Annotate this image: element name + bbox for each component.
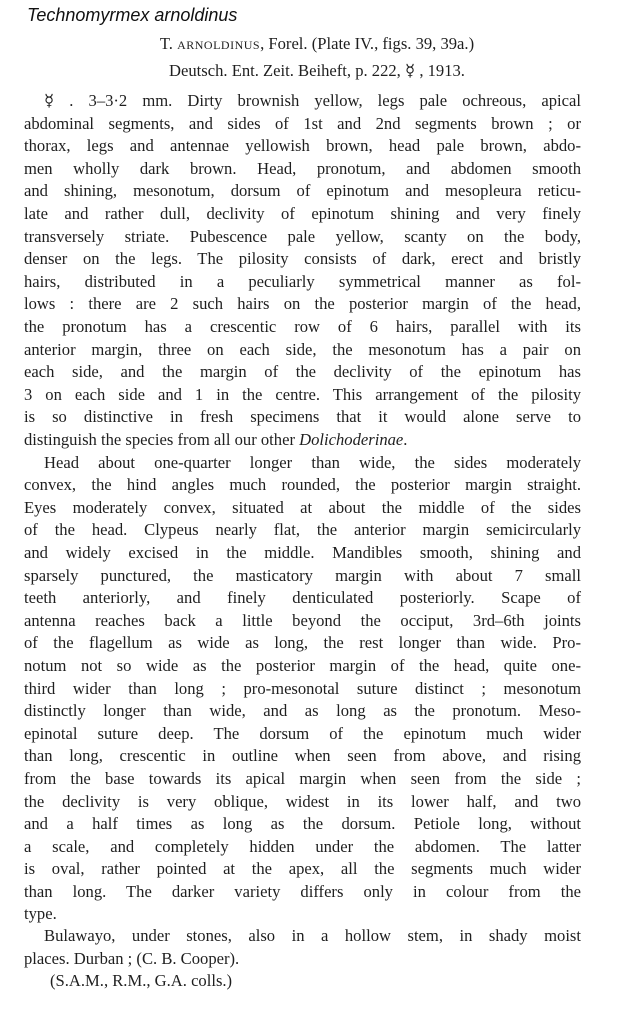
text-line: each side, and the margin of the declivity of the epinotum has	[24, 362, 581, 382]
text-line: a scale, and completely hidden under the abdomen. The latter	[24, 836, 581, 856]
text-line: hairs, distributed in a peculiarly symmetrical manner as fol-	[24, 271, 581, 291]
text-line: of the head. Clypeus nearly flat, the anterior margin semicircularly	[24, 520, 581, 540]
text-line: sparsely punctured, the masticatory margin with about 7 small	[24, 565, 581, 585]
text-line: anterior margin, three on each side, the mesonotum has a pair on	[24, 339, 581, 359]
citation-line	[0, 33, 634, 55]
species-name: arnoldinus	[177, 34, 261, 53]
text-line: and a half times as long as the dorsum. Petiole long, without	[24, 814, 581, 834]
text-line: abdominal segments, and sides of 1st and 2nd segments brown ; or	[24, 113, 581, 133]
description-paragraph-2	[24, 452, 581, 926]
text-line: thorax, legs and antennae yellowish brown, head pale brown, abdo-	[24, 136, 581, 156]
text-line: 3 on each side and 1 in the centre. This arrangement of the pilosity	[24, 384, 581, 404]
collections-line: (S.A.M., R.M., G.A. colls.)	[50, 971, 233, 991]
citation-prefix: T.	[159, 34, 173, 53]
text-line: the pronotum has a crescentic row of 6 hairs, parallel with its	[24, 316, 581, 336]
text-line: Bulawayo, under stones, also in a hollow stem, in shady moist	[44, 926, 581, 945]
text-line: men wholly dark brown. Head, pronotum, and abdomen smooth	[24, 158, 581, 178]
page-title: Technomyrmex arnoldinus	[27, 5, 238, 25]
text-line: notum not so wide as the posterior margin of the head, quite one-	[24, 655, 581, 675]
text-line: epinotal suture deep. The dorsum of the epinotum much wider	[24, 723, 581, 743]
text-line: Head about one-quarter longer than wide, the sides moderately	[44, 452, 581, 472]
paragraph-last-line: places. Durban ; (C. B. Cooper).	[24, 948, 240, 968]
paragraph-last-line: type.	[24, 904, 57, 924]
text-line: is oval, rather pointed at the apex, all the segments much wider	[24, 859, 581, 879]
locality-paragraph	[24, 925, 581, 993]
text-line: teeth anteriorly, and finely denticulated posteriorly. Scape of	[24, 588, 581, 608]
text-line: distinctly longer than wide, and as long as the pronotum. Meso-	[24, 701, 581, 721]
reference-line: Deutsch. Ent. Zeit. Beiheft, p. 222, ☿ , 1913.	[169, 61, 465, 80]
text-line: of the flagellum as wide as long, the rest longer than wide. Pro-	[24, 633, 581, 653]
description-paragraph-1	[24, 90, 581, 452]
text-line: convex, the hind angles much rounded, the posterior margin straight.	[24, 475, 581, 495]
text-line: denser on the legs. The pilosity consists of dark, erect and bristly	[24, 249, 581, 269]
citation-rest: , Forel. (Plate IV., figs. 39, 39a.)	[260, 34, 475, 53]
text-line: ☿ . 3–3·2 mm. Dirty brownish yellow, legs pale ochreous, apical	[44, 91, 581, 110]
text-line: and shining, mesonotum, dorsum of epinotum and mesopleura reticu-	[24, 181, 581, 201]
text-line: Eyes moderately convex, situated at about the middle of the sides	[24, 497, 581, 517]
text-line: lows : there are 2 such hairs on the posterior margin of the head,	[24, 294, 581, 314]
text-line: third wider than long ; pro-mesonotal suture distinct ; mesonotum	[24, 678, 581, 698]
text-line: than long. The darker variety differs only in colour from the	[24, 881, 581, 901]
text-line: from the base towards its apical margin when seen from the side ;	[24, 768, 581, 788]
text-line: and widely excised in the middle. Mandibles smooth, shining and	[24, 542, 581, 562]
text-line: late and rather dull, declivity of epinotum shining and very finely	[24, 203, 581, 223]
text-line: antenna reaches back a little beyond the occiput, 3rd–6th joints	[24, 610, 581, 630]
paragraph-last-line: distinguish the species from all our other Dolichoderinae.	[24, 429, 408, 449]
text-line: the declivity is very oblique, widest in its lower half, and two	[24, 791, 581, 811]
text-line: than long, crescentic in outline when seen from above, and rising	[24, 746, 581, 766]
taxon-name: Dolichoderinae	[299, 429, 404, 449]
text-line: transversely striate. Pubescence pale yellow, scanty on the body,	[24, 226, 581, 246]
text-line: is so distinctive in fresh specimens that it would alone serve to	[24, 407, 581, 427]
